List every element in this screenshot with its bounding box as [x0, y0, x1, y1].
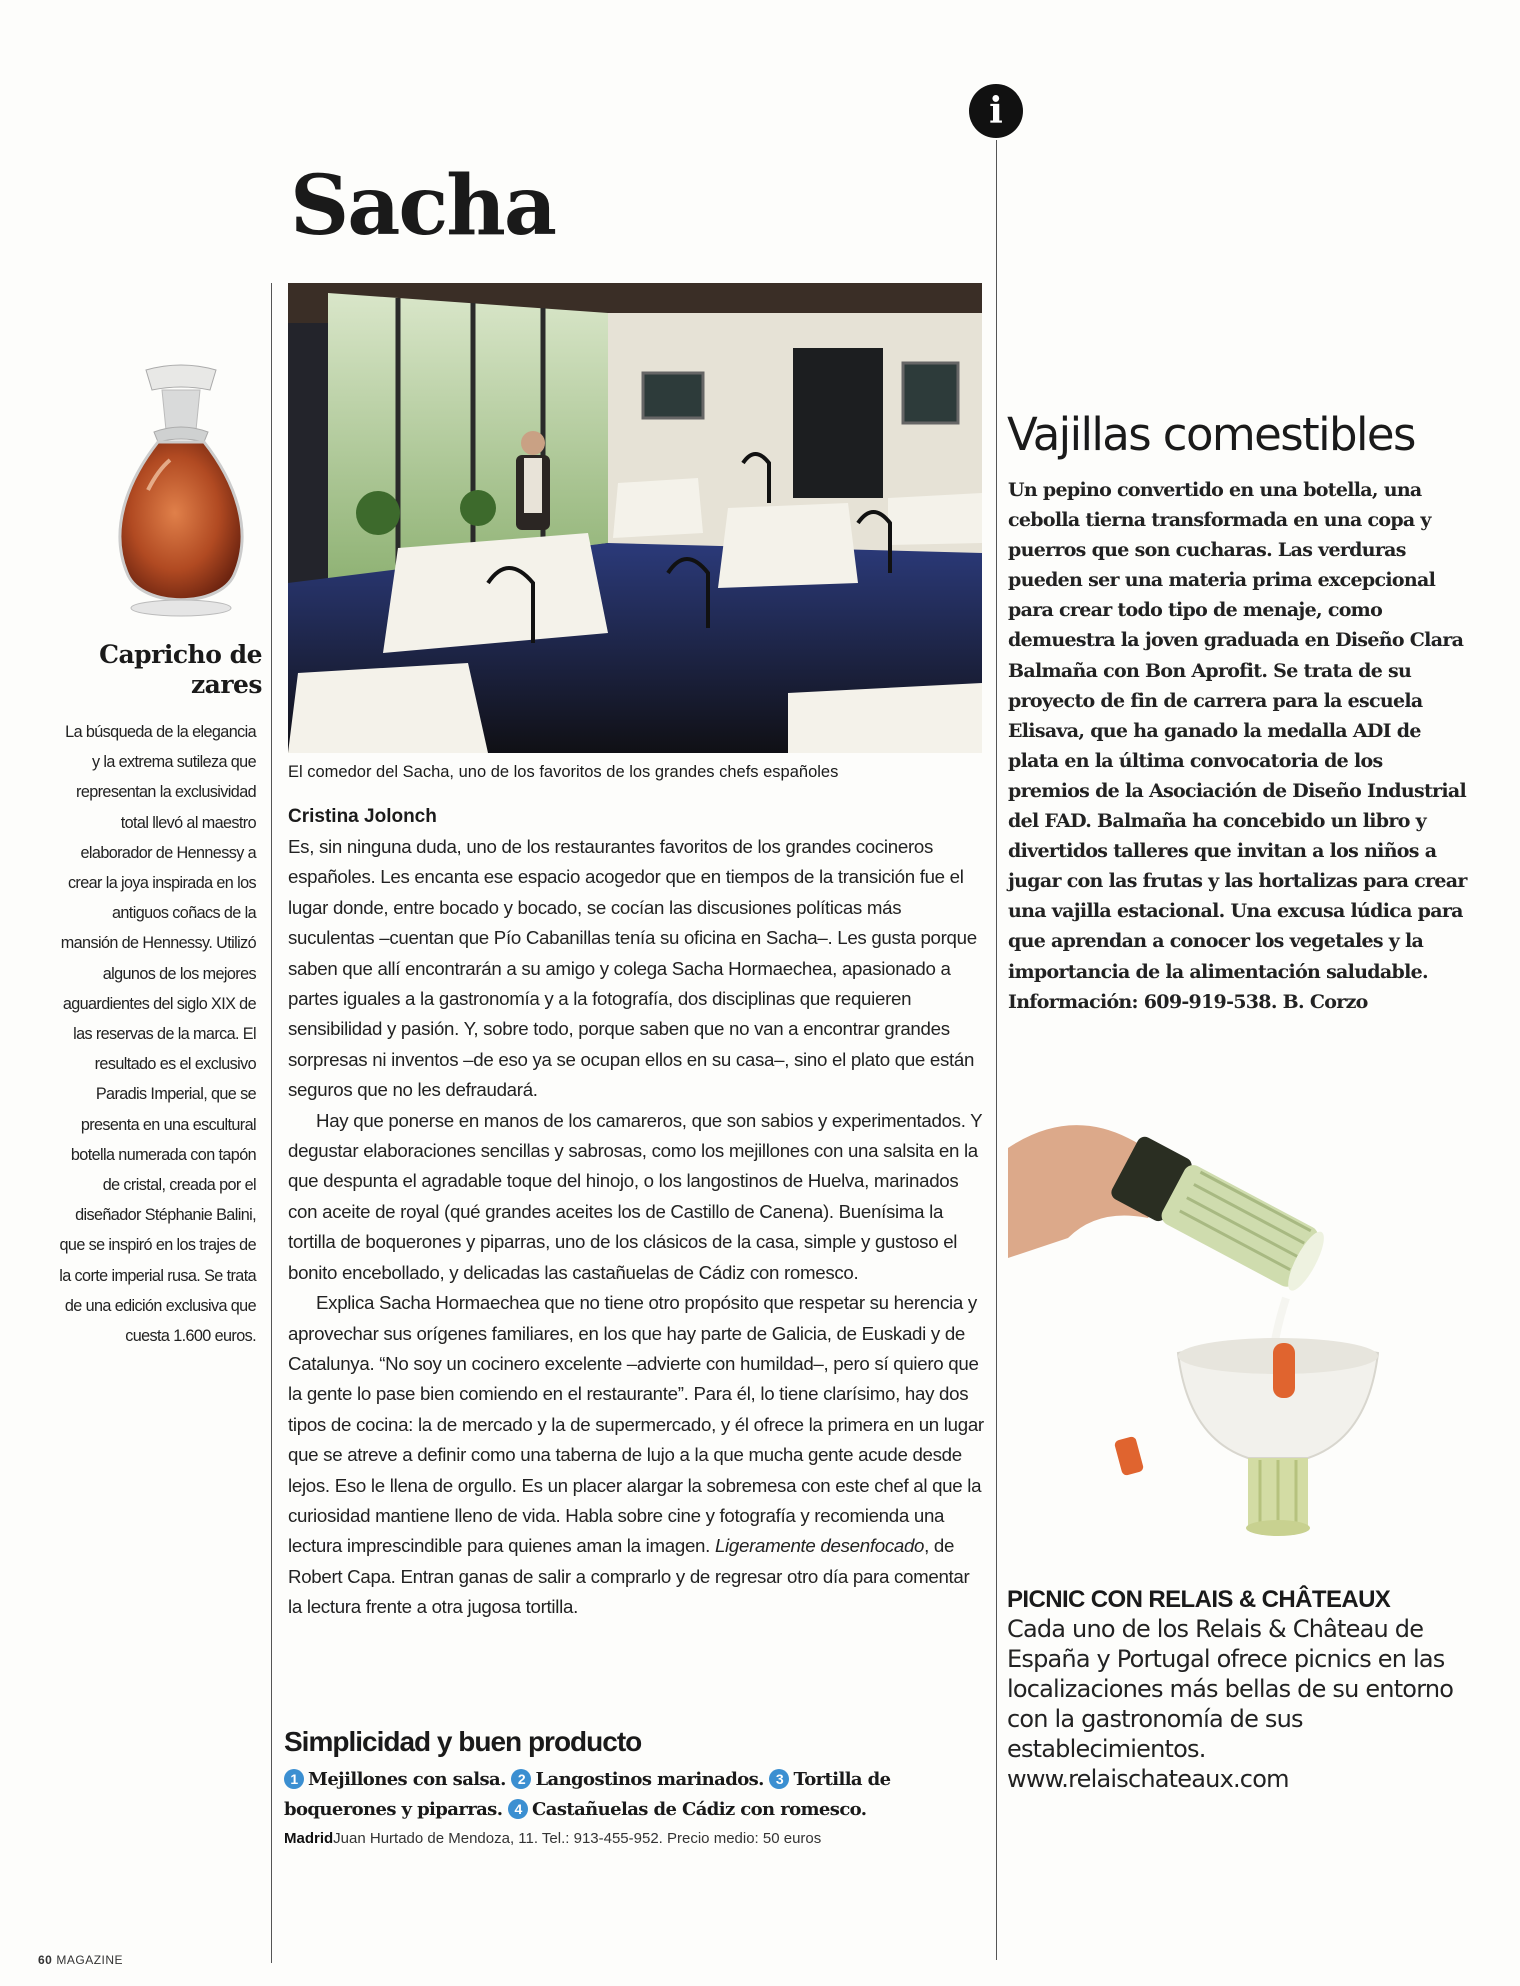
article-paragraph: Es, sin ninguna duda, uno de los restaurantes favoritos de los grandes cocineros españoles. Les encanta ese espacio acogedor que en tiempos de la transición fue el lugar donde, entre bocado y bocado, se cocían las discusiones políticas más suculentas –cuentan que Pío Cabanillas tenía su oficina en Sacha–. Les gusta porque saben que allí encontrarán a su amigo y colega Sacha Hormaechea, apasionado a partes iguales a la gastronomía y a la fotografía, dos disciplinas que requieren sensibilidad y pasión. Y, sobre todo, porque saben que no van a encontrar grandes sorpresas ni inventos –de eso ya se ocupan ellos en su casa–, sino el plato que están seguros que no les defraudará.: [288, 836, 977, 1101]
sidebar-title-line: Capricho de: [99, 640, 262, 669]
right-column-text: [1008, 475, 1468, 1017]
byline: Cristina Jolonch: [288, 806, 437, 827]
number-badge: 1: [284, 1769, 304, 1789]
page-title: Sacha: [290, 158, 556, 254]
article-body: [288, 832, 988, 1623]
list-item: [511, 1769, 763, 1790]
author: B. Corzo: [1282, 990, 1368, 1013]
list-item: [284, 1769, 506, 1790]
article-closing: , de Robert Capa. Entran ganas de salir a comprarlo y de regresar otro día para comentar la lectura frente a otra jugosa tortilla.: [288, 1535, 970, 1618]
number-badge: 2: [511, 1769, 531, 1789]
number-badge: 3: [769, 1769, 789, 1789]
cognac-bottle-image: [98, 360, 264, 622]
right-column-body: Un pepino convertido en una botella, una cebolla tierna transformada en una copa y puerros que son cucharas. Las verduras pueden ser una materia prima excepcional para crear todo tipo de menaje, como demuestra la joven graduada en Diseño Clara Balmaña con Bon Aprofit. Se trata de su proyecto de fin de carrera para la escuela Elisava, que ha ganado la medalla ADI de plata en la última convocatoria de los premios de la Asociación de Diseño Industrial del FAD. Balmaña ha concebido un libro y divertidos talleres que invitan a los niños a jugar con las frutas y las hortalizas para crear una vajilla estacional. Una excusa lúdica para que aprendan a conocer los vegetales y la importancia de la alimentación saludable. Información: 609-919-538.: [1008, 479, 1467, 1013]
edible-tableware-photo: [1008, 1108, 1468, 1578]
sidebar-text: La búsqueda de la elegancia y la extrema sutileza que representan la exclusividad total llevó al maestro elaborador de Hennessy a crear la joya inspirada en los antiguos coñacs de la mansión de Hennessy. Utilizó algunos de los mejores aguardientes del siglo XIX de las reservas de la marca. El resultado es el exclusivo Paradis Imperial, que se presenta en una escultural botella numerada con tapón de cristal, creada por el diseñador Stéphanie Balini, que se inspiró en los trajes de la corte imperial rusa. Se trata de una edición exclusiva que cuesta 1.600 euros.: [59, 723, 256, 1346]
article-paragraph: [288, 1288, 988, 1622]
info-badge: i: [969, 84, 1023, 138]
tableware-illustration: [1008, 1108, 1468, 1578]
list-item-text: Langostinos marinados.: [535, 1769, 764, 1790]
list-item-text: Castañuelas de Cádiz con romesco.: [532, 1799, 867, 1820]
list-item-text: Tortilla de boquerones y piparras.: [284, 1769, 891, 1820]
section-name: MAGAZINE: [56, 1953, 124, 1967]
article-paragraph-text: Explica Sacha Hormaechea que no tiene otro propósito que respetar su herencia y aprovechar sus orígenes familiares, en los que hay parte de Galicia, de Euskadi y de Catalunya. “No soy un cocinero excelente –advierte con humildad–, pero sí quiero que la gente lo pase bien comiendo en el restaurante”. Para él, lo tiene clarísimo, hay dos tipos de cocina: la de mercado y la de supermercado, y él ofrece la primera en un lugar que se atreve a definir como una taberna de lujo a la que mucha gente acude desde lejos. Eso le llena de orgullo. Es un placer alargar la sobremesa con este chef al que la curiosidad mantiene lleno de vida. Habla sobre cine y fotografía y recomienda una lectura imprescindible para quienes aman la imagen.: [288, 1292, 984, 1557]
city: Madrid: [284, 1830, 334, 1847]
number-badge: 4: [508, 1799, 528, 1819]
sidebar-title-line: zares: [190, 670, 262, 699]
sidebar-title: [60, 640, 262, 700]
recommendations-title: Simplicidad y buen producto: [284, 1726, 642, 1757]
article-paragraph: Hay que ponerse en manos de los camareros, que son sabios y experimentados. Y degustar elaboraciones sencillas y sabrosas, como los mejillones con una salsita en la que despunta el agradable toque del hinojo, o los langostinos de Huelva, marinados con aceite de royal (qué grandes aceites los de Castillo de Canena). Buenísima la tortilla de boquerones y piparras, uno de los clásicos de la casa, simple y gustoso el bonito encebollado, y delicadas las castañuelas de Cádiz con romesco.: [288, 1109, 982, 1283]
recommendations-list: [284, 1765, 944, 1825]
page-number: 60: [38, 1953, 53, 1967]
address-text: Juan Hurtado de Mendoza, 11. Tel.: 913-455-952. Precio medio: 50 euros: [333, 1830, 822, 1847]
dining-room-illustration: [288, 283, 982, 753]
book-title: Ligeramente desenfocado: [714, 1535, 925, 1557]
left-column-rule: [271, 283, 272, 1963]
right-column-rule: [996, 140, 997, 1960]
bottle-illustration: [98, 360, 264, 622]
right-column-title: Vajillas comestibles: [1007, 408, 1415, 461]
list-item-text: Mejillones con salsa.: [308, 1769, 506, 1790]
list-item: [508, 1799, 866, 1820]
picnic-text: Cada uno de los Relais & Château de España y Portugal ofrece picnics en las localizaciones más bellas de su entorno con la gastronomía de sus establecimientos. www.relaischateaux.com: [1007, 1615, 1454, 1793]
restaurant-photo: [288, 283, 982, 753]
restaurant-address: [284, 1830, 821, 1847]
picnic-title: PICNIC CON RELAIS & CHÂTEAUX: [1007, 1586, 1391, 1613]
photo-caption: El comedor del Sacha, uno de los favoritos de los grandes chefs españoles: [288, 763, 839, 781]
page-folio: [38, 1953, 123, 1967]
